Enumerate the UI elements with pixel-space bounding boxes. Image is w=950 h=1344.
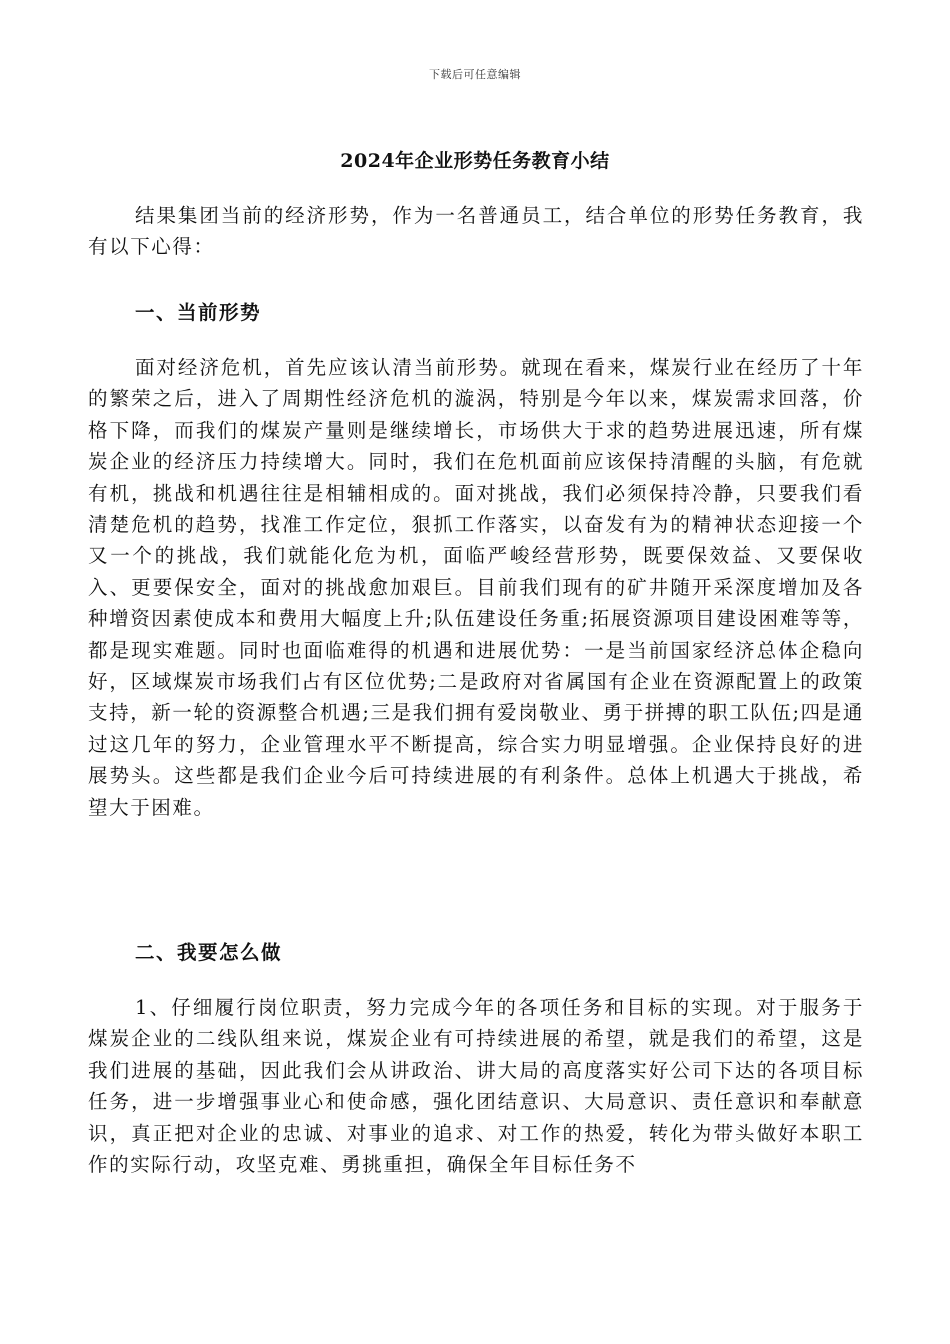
- section-paragraph-what-to-do: 1、仔细履行岗位职责，努力完成今年的各项任务和目标的实现。对于服务于煤炭企业的二线队组来说，煤炭企业有可持续进展的希望，就是我们的希望，这是我们进展的基础，因此我们会从讲政治、讲大局的高度落实好公司下达的各项目标任务，进一步增强事业心和使命感，强化团结意识、大局意识、责任意识和奉献意识，真正把对企业的忠诚、对事业的追求、对工作的热爱，转化为带头做好本职工作的实际行动，攻坚克难、勇挑重担，确保全年目标任务不: [88, 996, 864, 1177]
- intro-paragraph: 结果集团当前的经济形势，作为一名普通员工，结合单位的形势任务教育，我有以下心得：: [88, 204, 864, 259]
- section-heading-current-situation: 一、当前形势: [135, 301, 262, 324]
- section-paragraph-current-situation: 面对经济危机，首先应该认清当前形势。就现在看来，煤炭行业在经历了十年的繁荣之后，进入了周期性经济危机的漩涡，特别是今年以来，煤炭需求回落，价格下降，而我们的煤炭产量则是继续增长，市场供大于求的趋势进展迅速，所有煤炭企业的经济压力持续增大。同时，我们在危机面前应该保持清醒的头脑，有危就有机，挑战和机遇往往是相辅相成的。面对挑战，我们必须保持冷静，只要我们看清楚危机的趋势，找准工作定位，狠抓工作落实，以奋发有为的精神状态迎接一个又一个的挑战，我们就能化危为机，面临严峻经营形势，既要保效益、又要保收入、更要保安全，面对的挑战愈加艰巨。目前我们现有的矿井随开采深度增加及各种增资因素使成本和费用大幅度上升;队伍建设任务重;拓展资源项目建设困难等等，都是现实难题。同时也面临难得的机遇和进展优势：一是当前国家经济总体企稳向好，区域煤炭市场我们占有区位优势;二是政府对省属国有企业在资源配置上的政策支持，新一轮的资源整合机遇;三是我们拥有爱岗敬业、勇于拼搏的职工队伍;四是通过这几年的努力，企业管理水平不断提高，综合实力明显增强。企业保持良好的进展势头。这些都是我们企业今后可持续进展的有利条件。总体上机遇大于挑战，希望大于困难。: [88, 356, 864, 819]
- header-note: 下载后可任意编辑: [429, 68, 521, 81]
- document-title: 2024年企业形势任务教育小结: [340, 150, 610, 172]
- section-heading-what-to-do: 二、我要怎么做: [135, 941, 283, 964]
